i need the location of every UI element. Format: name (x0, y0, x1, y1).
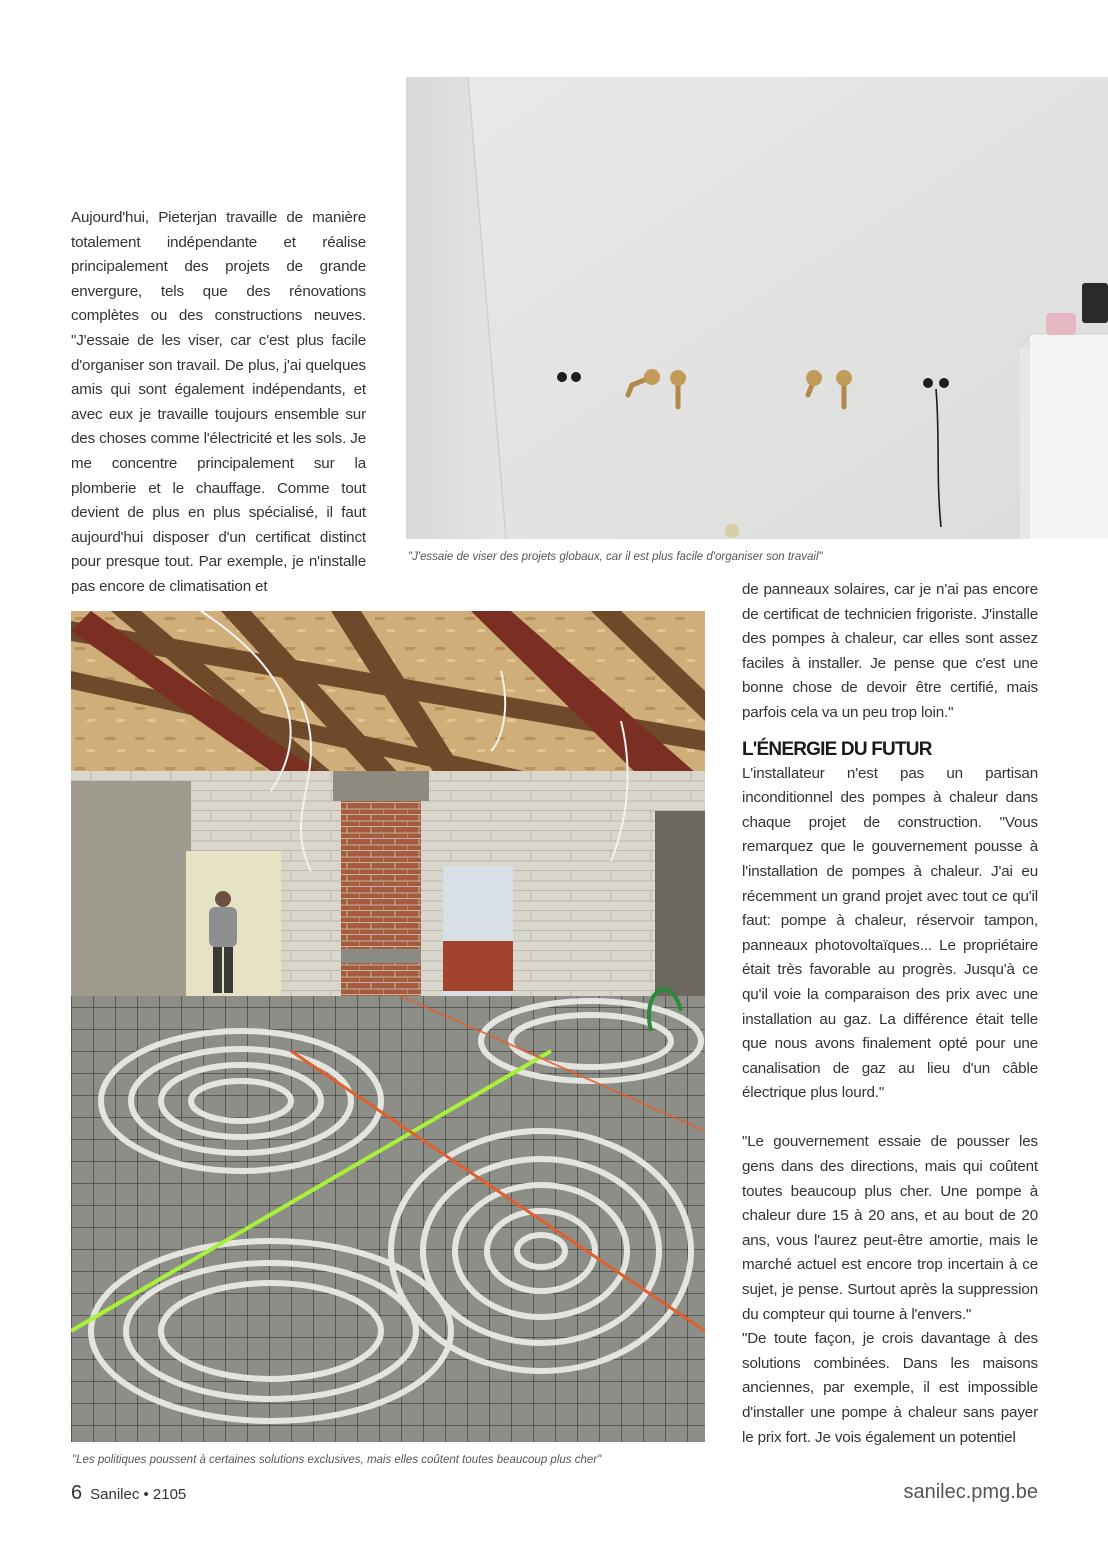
footer-folio (71, 1482, 186, 1505)
caption-bottom-photo: "Les politiques poussent à certaines solutions exclusives, mais elles coûtent toutes beaucoup plus cher" (72, 1454, 602, 1466)
magazine-issue: Sanilec • 2105 (90, 1486, 187, 1503)
intro-paragraph: Aujourd'hui, Pieterjan travaille de manière totalement indépendante et réalise principalement des projets de grande envergure, tels que des rénovations complètes ou des constructions neuves. "J'essaie de les viser, car c'est plus facile d'organiser son travail. De plus, j'ai quelques amis qui sont également indépendants, et avec eux je travaille toujours ensemble sur des choses comme l'électricité et les sols. Je me concentre principalement sur la plomberie et le chauffage. Comme tout devient de plus en plus spécialisé, il faut aujourd'hui disposer d'un certificat distinct pour presque tout. Par exemple, je n'installe pas encore de climatisation et (71, 209, 366, 595)
website-link[interactable]: sanilec.pmg.be (903, 1481, 1038, 1503)
section-heading: L'ÉNERGIE DU FUTUR (742, 738, 932, 760)
paragraph-installer: L'installateur n'est pas un partisan inconditionnel des pompes à chaleur dans chaque projet de construction. "Vous remarquez que le gouvernement pousse à l'installation de pompes à chaleur. J'ai eu récemment un grand projet avec tout ce qu'il faut: pompe à chaleur, réservoir tampon, panneaux photovoltaïques... Le propriétaire était très favorable au progrès. Jusqu'à ce qu'il voie la comparaison des prix avec une installation au gaz. La différence était telle que nous avons finalement opté pour une canalisation de gaz au lieu d'un câble électrique plus lourd." (742, 764, 1038, 1102)
paragraph-solar: de panneaux solaires, car je n'ai pas encore de certificat de technicien frigoriste. J'installe des pompes à chaleur, car elles sont assez faciles à installer. Je pense que c'est une bonne chose de devoir être certifié, mais parfois cela va un peu trop loin." (742, 581, 1038, 721)
photo-bathroom-wall (406, 77, 1108, 539)
caption-top-photo: "J'essaie de viser des projets globaux, car il est plus facile d'organiser son travail" (408, 551, 823, 563)
right-column (742, 578, 1038, 1450)
photo-underfloor-heating (71, 611, 705, 1442)
paragraph-combined-solutions: "De toute façon, je crois davantage à des solutions combinées. Dans les maisons anciennes, par exemple, il est impossible d'installer une pompe à chaleur sans payer le prix fort. Je vois également un potentiel (742, 1330, 1038, 1446)
page-number: 6 (71, 1482, 83, 1504)
paragraph-government: "Le gouvernement essaie de pousser les gens dans des directions, mais qui coûtent toutes beaucoup plus cher. Une pompe à chaleur dure 15 à 20 ans, et au bout de 20 ans, vous l'aurez peut-être amortie, mais le marché actuel est encore trop incertain à ce sujet, je pense. Surtout après la suppression du compteur qui tourne à l'envers." (742, 1133, 1038, 1323)
